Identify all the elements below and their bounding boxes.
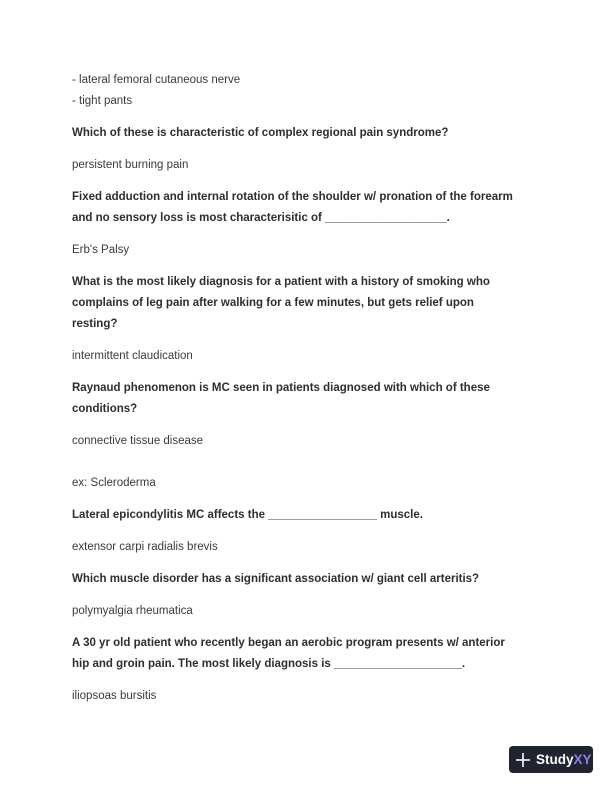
document-body	[72, 70, 542, 707]
answer-line: - lateral femoral cutaneous nerve	[72, 74, 241, 86]
question-text: resting?	[72, 318, 118, 330]
answer-text: ex: Scleroderma	[72, 477, 156, 489]
brand-logo-text	[536, 752, 592, 767]
question-text: Raynaud phenomenon is MC seen in patients diagnosed with which of these	[72, 382, 490, 394]
answer-text: persistent burning pain	[72, 159, 189, 171]
answer-text: intermittent claudication	[72, 350, 193, 362]
brand-xy: XY	[573, 752, 592, 767]
answer-text: connective tissue disease	[72, 435, 204, 447]
question-text: complains of leg pain after walking for a few minutes, but gets relief upon	[72, 297, 474, 309]
question-text: A 30 yr old patient who recently began an aerobic program presents w/ anterior	[72, 637, 505, 649]
question-text: Which muscle disorder has a significant association w/ giant cell arteritis?	[72, 573, 480, 585]
question-text: hip and groin pain. The most likely diagnosis is ____________________.	[72, 658, 466, 670]
question-text: and no sensory loss is most characterisitic of ___________________.	[72, 212, 450, 224]
question-text: What is the most likely diagnosis for a patient with a history of smoking who	[72, 276, 490, 288]
studyxy-badge[interactable]	[509, 746, 593, 773]
question-text: Lateral epicondylitis MC affects the _________________ muscle.	[72, 509, 423, 521]
question-text: Which of these is characteristic of complex regional pain syndrome?	[72, 127, 449, 139]
question-text: Fixed adduction and internal rotation of the shoulder w/ pronation of the forearm	[72, 191, 513, 203]
plus-icon	[515, 752, 531, 768]
answer-text: extensor carpi radialis brevis	[72, 541, 218, 553]
answer-line: - tight pants	[72, 95, 133, 107]
answer-text: Erb's Palsy	[72, 244, 130, 256]
answer-text: iliopsoas bursitis	[72, 690, 157, 702]
answer-text: polymyalgia rheumatica	[72, 605, 193, 617]
question-text: conditions?	[72, 403, 138, 415]
brand-study: Study	[536, 752, 574, 767]
